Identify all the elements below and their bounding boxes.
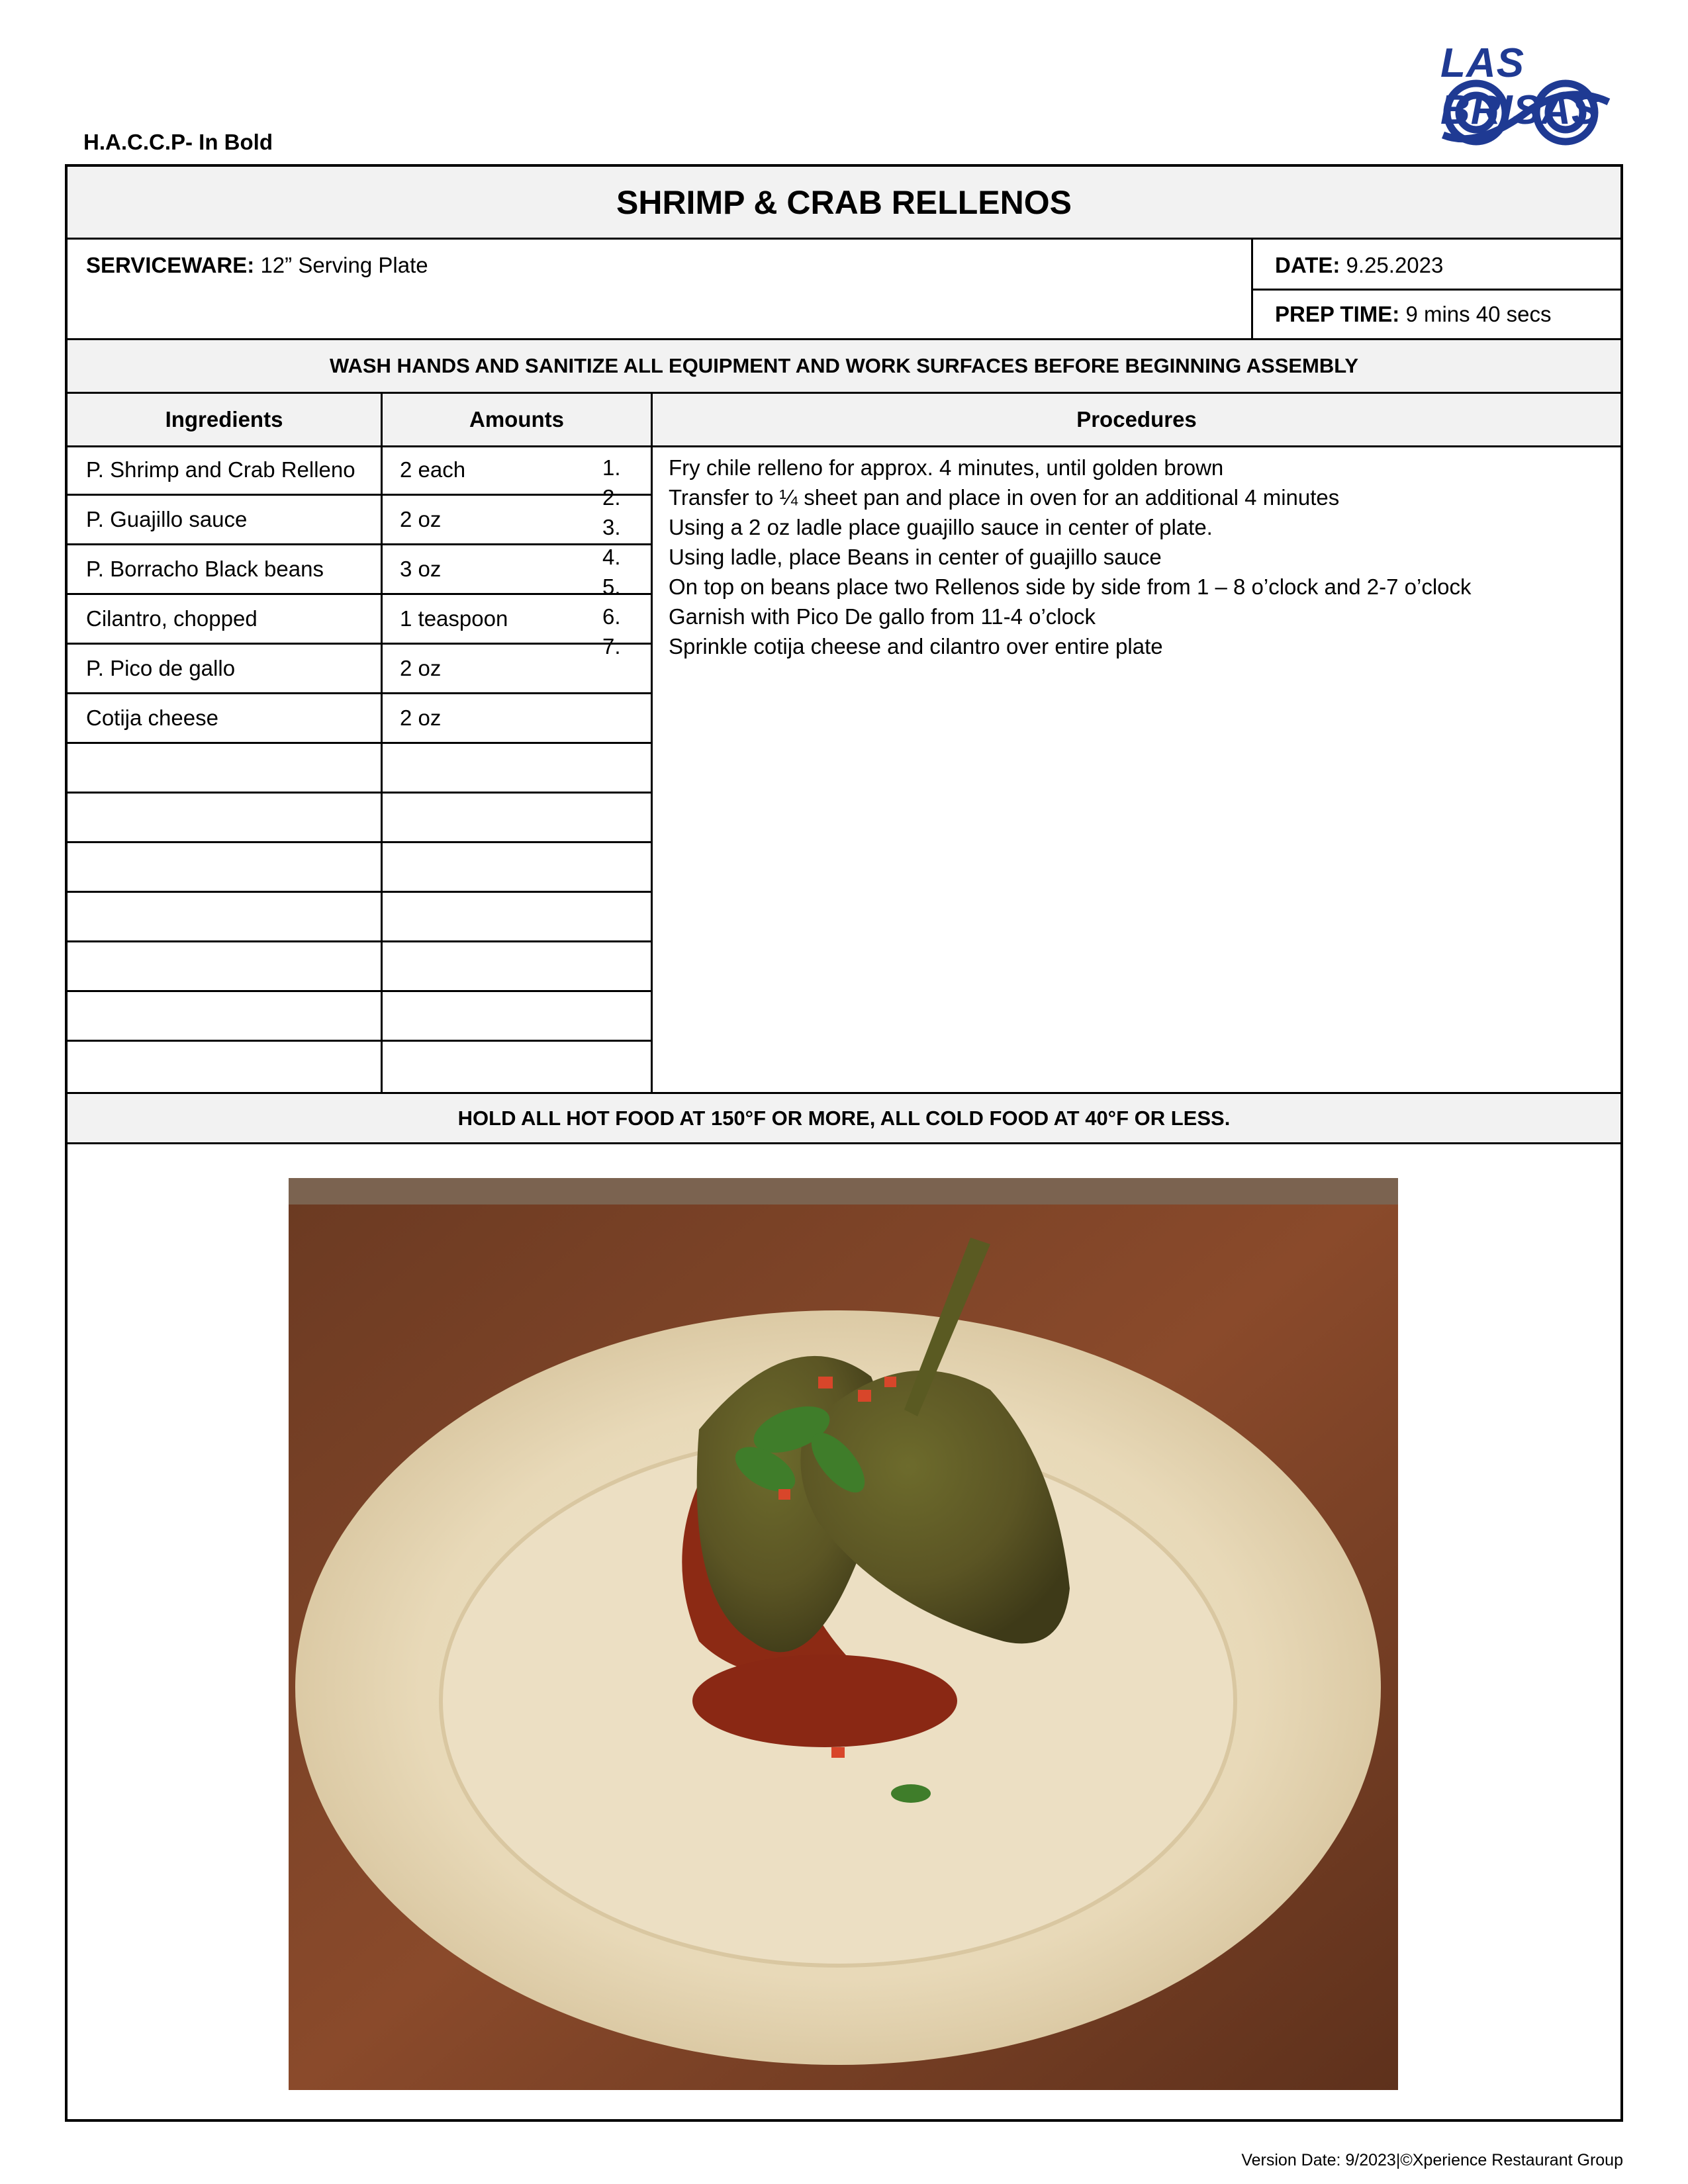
prep-time-label: PREP TIME:: [1275, 302, 1400, 326]
ingredient-name: P. Shrimp and Crab Relleno: [86, 457, 355, 482]
ingredient-name: Cilantro, chopped: [86, 606, 258, 631]
procedure-number: 3.: [602, 515, 621, 539]
table-row: [68, 793, 653, 842]
serviceware-value: 12” Serving Plate: [260, 253, 428, 277]
amounts-header: Amounts: [383, 394, 651, 445]
procedure-step: [602, 602, 1472, 631]
ingredient-name: P. Guajillo sauce: [86, 507, 248, 531]
wave-logo-icon: [1430, 75, 1622, 148]
procedure-step: [602, 512, 1472, 542]
ingredients-header: Ingredients: [68, 394, 381, 445]
procedure-text: Garnish with Pico De gallo from 11-4 o’clock: [669, 604, 1096, 629]
table-row: [68, 743, 653, 793]
procedure-text: Using ladle, place Beans in center of guajillo sauce: [669, 545, 1162, 569]
recipe-title: SHRIMP & CRAB RELLENOS: [68, 167, 1620, 240]
footer-version: Version Date: 9/2023|©Xperience Restaurant Group: [1241, 2151, 1623, 2169]
hold-food-banner: HOLD ALL HOT FOOD AT 150°F OR MORE, ALL COLD FOOD AT 40°F OR LESS.: [68, 1094, 1620, 1142]
table-row: [68, 545, 653, 594]
procedure-step: [602, 631, 1472, 661]
prep-time-value: 9 mins 40 secs: [1405, 302, 1552, 326]
table-row: [68, 644, 653, 694]
procedure-step: [602, 572, 1472, 602]
ingredient-name: P. Pico de gallo: [86, 656, 236, 680]
procedure-number: 6.: [602, 604, 621, 629]
procedure-step: [602, 542, 1472, 572]
procedure-number: 4.: [602, 545, 621, 569]
procedure-number: 7.: [602, 634, 621, 659]
table-row: [68, 842, 653, 892]
date-value: 9.25.2023: [1346, 253, 1444, 277]
las-brisas-logo: [1430, 34, 1628, 154]
table-row: [68, 991, 653, 1041]
procedure-text: Transfer to ¼ sheet pan and place in oven for an additional 4 minutes: [669, 485, 1340, 510]
ingredient-amount: 1 teaspoon: [400, 606, 508, 631]
procedure-text: On top on beans place two Rellenos side by side from 1 – 8 o’clock and 2-7 o’clock: [669, 574, 1472, 599]
date: [1275, 253, 1443, 278]
table-row: [68, 1041, 653, 1091]
logo-text: LAS BRISAS: [1440, 40, 1600, 133]
procedure-number: 5.: [602, 574, 621, 599]
procedure-text: Fry chile relleno for approx. 4 minutes, until golden brown: [669, 455, 1224, 480]
table-row: [68, 594, 653, 644]
table-row: [68, 445, 653, 495]
ingredient-amount: 2 oz: [400, 656, 442, 680]
wash-hands-banner: WASH HANDS AND SANITIZE ALL EQUIPMENT AND WORK SURFACES BEFORE BEGINNING ASSEMBLY: [68, 340, 1620, 392]
ingredient-amount: 2 oz: [400, 705, 442, 730]
table-row: [68, 694, 653, 743]
haccp-note: H.A.C.C.P- In Bold: [83, 130, 273, 154]
table-row: [68, 892, 653, 942]
procedures-list: [602, 453, 1472, 661]
procedure-step: [602, 453, 1472, 482]
serviceware: [86, 253, 428, 278]
table-row: [68, 942, 653, 991]
date-label: DATE:: [1275, 253, 1340, 277]
ingredient-name: P. Borracho Black beans: [86, 557, 324, 581]
procedure-step: [602, 482, 1472, 512]
procedure-number: 1.: [602, 455, 621, 480]
procedures-header: Procedures: [653, 394, 1620, 445]
dish-photo: [289, 1178, 1398, 2090]
procedure-text: Sprinkle cotija cheese and cilantro over entire plate: [669, 634, 1163, 659]
prep-time: [1275, 302, 1552, 327]
ingredient-amount: 2 oz: [400, 507, 442, 531]
ingredient-amount: 2 each: [400, 457, 466, 482]
procedure-number: 2.: [602, 485, 621, 510]
ingredient-amount: 3 oz: [400, 557, 442, 581]
serviceware-label: SERVICEWARE:: [86, 253, 255, 277]
procedure-text: Using a 2 oz ladle place guajillo sauce in center of plate.: [669, 515, 1213, 539]
ingredient-name: Cotija cheese: [86, 705, 218, 730]
table-row: [68, 495, 653, 545]
